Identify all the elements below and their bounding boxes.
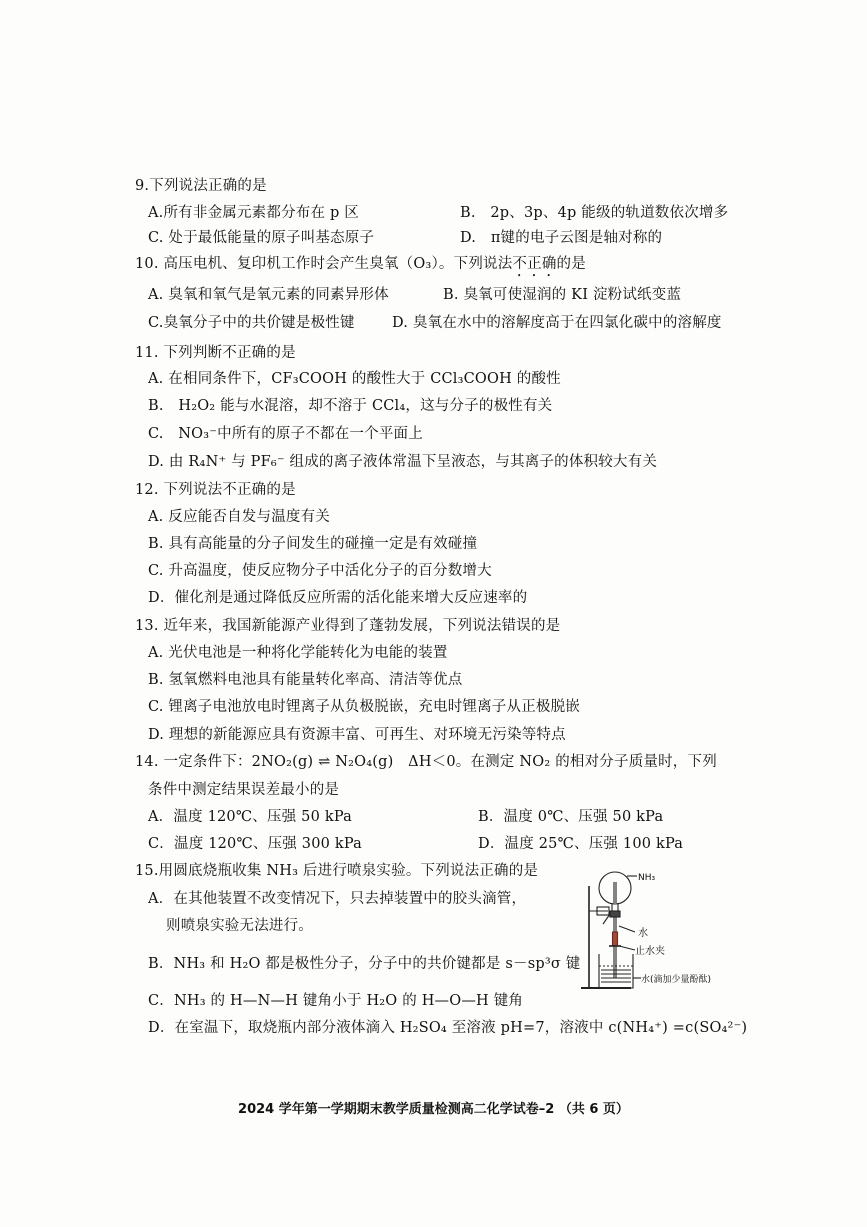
- q10-stem-pre: 10. 高压电机、复印机工作时会产生臭氧（O₃）。下列说法: [135, 256, 513, 272]
- q15-option-d: D．在室温下，取烧瓶内部分液体滴入 H₂SO₄ 至溶液 pH=7，溶液中 c(NH₄⁺) =c(SO₄²⁻): [148, 1020, 748, 1036]
- q9-option-b: B. 2p、3p、4p 能级的轨道数依次增多: [460, 205, 729, 221]
- q14-option-d: D．温度 25℃、压强 100 kPa: [478, 836, 684, 852]
- q10-option-b: B. 臭氧可使湿润的 KI 淀粉试纸变蓝: [443, 287, 682, 303]
- q11-option-c: C. NO₃⁻中所有的原子不都在一个平面上: [148, 426, 423, 442]
- apparatus-label-water: 水: [638, 928, 648, 939]
- q14-stem-line1: 14. 一定条件下：2NO₂(g) ⇌ N₂O₄(g) ΔH＜0。在测定 NO₂ 的相对分子质量时，下列: [135, 754, 717, 770]
- q15-stem: 15.用圆底烧瓶收集 NH₃ 后进行喷泉实验。下列说法正确的是: [135, 863, 539, 879]
- q9-option-a: A.所有非金属元素都分布在 p 区: [148, 205, 359, 221]
- q10-stem-post: 的是: [556, 256, 586, 272]
- q14-stem-line2: 条件中测定结果误差最小的是: [148, 782, 340, 798]
- q13-stem: 13. 近年来，我国新能源产业得到了蓬勃发展，下列说法错误的是: [135, 618, 561, 634]
- apparatus-label-clamp: 止水夹: [635, 946, 665, 957]
- q9-option-c: C. 处于最低能量的原子叫基态原子: [148, 230, 375, 246]
- q14-option-a: A．温度 120℃、压强 50 kPa: [148, 809, 352, 825]
- q15-option-a-line2: 则喷泉实验无法进行。: [166, 918, 313, 934]
- q12-option-c: C. 升高温度，使反应物分子中活化分子的百分数增大: [148, 563, 492, 579]
- q13-option-c: C. 锂离子电池放电时锂离子从负极脱嵌，充电时锂离子从正极脱嵌: [148, 699, 580, 715]
- q15-option-c: C．NH₃ 的 H—N—H 键角小于 H₂O 的 H—O—H 键角: [148, 993, 524, 1009]
- q12-stem: 12. 下列说法不正确的是: [135, 482, 296, 498]
- q15-option-a-line1: A．在其他装置不改变情况下，只去掉装置中的胶头滴管，: [148, 891, 527, 907]
- q15-option-b: B．NH₃ 和 H₂O 都是极性分子，分子中的共价键都是 s－sp³σ 键: [148, 956, 581, 972]
- q11-option-a: A. 在相同条件下，CF₃COOH 的酸性大于 CCl₃COOH 的酸性: [148, 371, 561, 387]
- fountain-apparatus-figure: [575, 866, 740, 996]
- q14-option-b: B．温度 0℃、压强 50 kPa: [478, 809, 664, 825]
- q10-stem: [135, 254, 586, 280]
- apparatus-label-beaker: 水(滴加少量酚酞): [641, 975, 712, 985]
- q9-stem: 9.下列说法正确的是: [135, 178, 267, 194]
- q10-option-a: A. 臭氧和氧气是氧元素的同素异形体: [148, 287, 389, 303]
- q10-stem-emphasis: 不正确: [512, 256, 557, 272]
- q10-option-c: C.臭氧分子中的共价键是极性键: [148, 315, 355, 331]
- q11-option-b: B. H₂O₂ 能与水混溶，却不溶于 CCl₄，这与分子的极性有关: [148, 398, 553, 414]
- q12-option-d: D．催化剂是通过降低反应所需的活化能来增大反应速率的: [148, 590, 528, 606]
- q13-option-a: A. 光伏电池是一种将化学能转化为电能的装置: [148, 645, 448, 661]
- q13-option-b: B. 氢氧燃料电池具有能量转化率高、清洁等优点: [148, 672, 463, 688]
- q14-option-c: C．温度 120℃、压强 300 kPa: [148, 836, 363, 852]
- q12-option-a: A. 反应能否自发与温度有关: [148, 509, 330, 525]
- q9-option-d: D. π键的电子云图是轴对称的: [460, 230, 663, 246]
- page-footer: 2024 学年第一学期期末教学质量检测高二化学试卷–2 （共 6 页）: [238, 1102, 629, 1117]
- q10-option-d: D. 臭氧在水中的溶解度高于在四氯化碳中的溶解度: [392, 315, 722, 331]
- q13-option-d: D. 理想的新能源应具有资源丰富、可再生、对环境无污染等特点: [148, 727, 566, 743]
- q11-option-d: D. 由 R₄N⁺ 与 PF₆⁻ 组成的离子液体常温下呈液态，与其离子的体积较大有关: [148, 454, 658, 470]
- apparatus-label-nh3: NH₃: [638, 873, 656, 883]
- q11-stem: 11. 下列判断不正确的是: [135, 345, 296, 361]
- q12-option-b: B. 具有高能量的分子间发生的碰撞一定是有效碰撞: [148, 536, 478, 552]
